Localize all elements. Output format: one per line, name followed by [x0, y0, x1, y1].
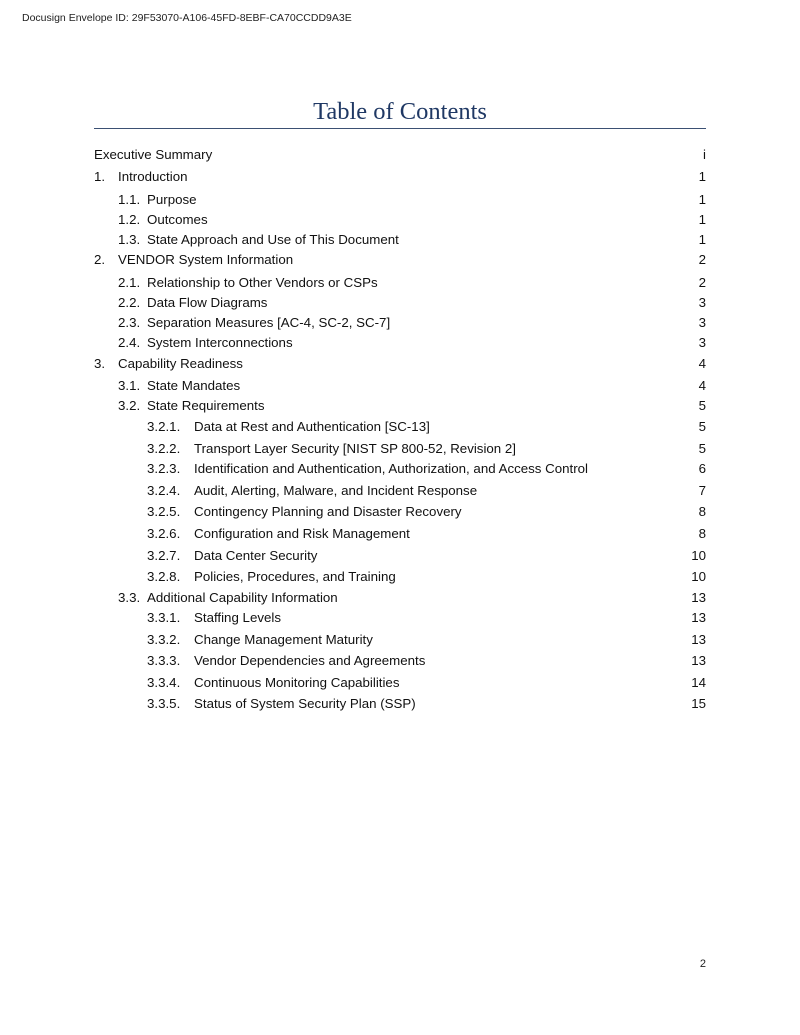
toc-entry-number: 1.	[94, 169, 106, 184]
toc-entry-number: 3.3.1.	[147, 610, 181, 625]
toc-entry-title: State Approach and Use of This Document	[147, 232, 399, 247]
toc-entry-number: 3.2.3.	[147, 461, 181, 476]
toc-entry[interactable]	[0, 460, 800, 478]
toc-entry-page: 7	[698, 483, 706, 498]
toc-entry[interactable]	[0, 525, 800, 543]
toc-entry-title: State Requirements	[147, 398, 265, 413]
toc-entry-number: 3.1.	[118, 378, 141, 393]
toc-entry-title: Status of System Security Plan (SSP)	[194, 696, 416, 711]
toc-entry-number: 1.3.	[118, 232, 141, 247]
toc-entry-title: Executive Summary	[94, 147, 213, 162]
toc-entry[interactable]	[0, 377, 800, 395]
toc-entry[interactable]	[0, 547, 800, 565]
toc-entry[interactable]	[0, 355, 800, 373]
toc-entry[interactable]	[0, 168, 800, 186]
toc-entry[interactable]	[0, 440, 800, 458]
toc-entry-title: Continuous Monitoring Capabilities	[194, 675, 400, 690]
toc-entry-page: 1	[698, 212, 706, 227]
toc-entry[interactable]	[0, 695, 800, 713]
toc-entry-title: Policies, Procedures, and Training	[194, 569, 396, 584]
toc-entry-title: System Interconnections	[147, 335, 293, 350]
toc-entry[interactable]	[0, 334, 800, 352]
toc-entry-page: 2	[698, 275, 706, 290]
toc-entry-page: 13	[691, 653, 706, 668]
toc-entry[interactable]	[0, 589, 800, 607]
toc-entry-page: 1	[698, 192, 706, 207]
toc-entry-title: Staffing Levels	[194, 610, 281, 625]
toc-entry-page: 1	[698, 232, 706, 247]
toc-entry[interactable]	[0, 211, 800, 229]
toc-entry[interactable]	[0, 274, 800, 292]
toc-entry-page: 14	[691, 675, 706, 690]
toc-entry-title: Introduction	[118, 169, 188, 184]
toc-entry-page: 1	[698, 169, 706, 184]
toc-entry-title: State Mandates	[147, 378, 241, 393]
toc-entry-number: 3.	[94, 356, 106, 371]
toc-entry-page: 5	[698, 419, 706, 434]
toc-entry-page: 8	[698, 504, 706, 519]
toc-entry-number: 3.2.8.	[147, 569, 181, 584]
page-title: Table of Contents	[313, 98, 487, 125]
toc-entry[interactable]	[0, 652, 800, 670]
toc-entry-title: Additional Capability Information	[147, 590, 338, 605]
toc-entry-number: 3.2.6.	[147, 526, 181, 541]
toc-entry-number: 3.3.	[118, 590, 141, 605]
toc-entry-title: Data at Rest and Authentication [SC-13]	[194, 419, 430, 434]
toc-entry-page: 10	[691, 569, 706, 584]
toc-entry-title: Outcomes	[147, 212, 208, 227]
toc-entry-page: i	[703, 147, 706, 162]
toc-entry[interactable]	[0, 482, 800, 500]
toc-entry[interactable]	[0, 609, 800, 627]
toc-entry-title: Contingency Planning and Disaster Recovery	[194, 504, 462, 519]
toc-entry[interactable]	[0, 251, 800, 269]
toc-entry-number: 3.3.5.	[147, 696, 181, 711]
toc-entry[interactable]	[0, 397, 800, 415]
toc-entry-page: 3	[698, 315, 706, 330]
toc-entry-page: 15	[691, 696, 706, 711]
toc-entry-title: Data Flow Diagrams	[147, 295, 268, 310]
toc-entry[interactable]	[0, 631, 800, 649]
toc-entry-title: Transport Layer Security [NIST SP 800-52, Revision 2]	[194, 441, 516, 456]
toc-entry[interactable]	[0, 418, 800, 436]
toc-entry[interactable]	[0, 231, 800, 249]
toc-entry-number: 3.3.3.	[147, 653, 181, 668]
toc-entry-number: 2.3.	[118, 315, 141, 330]
toc-entry-number: 3.2.2.	[147, 441, 181, 456]
toc-entry-page: 2	[698, 252, 706, 267]
docusign-envelope-id: Docusign Envelope ID: 29F53070-A106-45FD-8EBF-CA70CCDD9A3E	[22, 12, 352, 24]
toc-entry-number: 3.2.5.	[147, 504, 181, 519]
toc-entry-title: VENDOR System Information	[118, 252, 294, 267]
toc-entry-number: 3.2.4.	[147, 483, 181, 498]
toc-entry-page: 8	[698, 526, 706, 541]
toc-entry-title: Vendor Dependencies and Agreements	[194, 653, 426, 668]
toc-entry-title: Capability Readiness	[118, 356, 243, 371]
toc-entry-number: 3.2.	[118, 398, 141, 413]
toc-entry-title: Identification and Authentication, Authorization, and Access Control	[194, 461, 588, 476]
toc-entry-title: Change Management Maturity	[194, 632, 373, 647]
toc-entry-page: 13	[691, 590, 706, 605]
toc-entry-page: 3	[698, 295, 706, 310]
toc-entry[interactable]	[0, 674, 800, 692]
toc-entry[interactable]	[0, 191, 800, 209]
toc-entry-page: 13	[691, 632, 706, 647]
toc-entry-page: 5	[698, 441, 706, 456]
page-number: 2	[699, 958, 706, 970]
toc-entry-number: 3.2.7.	[147, 548, 181, 563]
toc-entry-page: 10	[691, 548, 706, 563]
toc-entry-title: Data Center Security	[194, 548, 318, 563]
toc-entry-number: 2.	[94, 252, 106, 267]
toc-entry-number: 3.2.1.	[147, 419, 181, 434]
toc-entry-number: 3.3.4.	[147, 675, 181, 690]
toc-entry[interactable]	[0, 503, 800, 521]
toc-entry-title: Relationship to Other Vendors or CSPs	[147, 275, 378, 290]
toc-entry-title: Audit, Alerting, Malware, and Incident Response	[194, 483, 478, 498]
toc-entry-number: 2.4.	[118, 335, 141, 350]
toc-entry-number: 3.3.2.	[147, 632, 181, 647]
toc-entry-page: 13	[691, 610, 706, 625]
toc-entry-title: Configuration and Risk Management	[194, 526, 410, 541]
toc-entry-page: 6	[698, 461, 706, 476]
toc-entry[interactable]	[0, 568, 800, 586]
toc-entry[interactable]	[0, 294, 800, 312]
toc-entry-page: 5	[698, 398, 706, 413]
toc-entry-title: Separation Measures [AC-4, SC-2, SC-7]	[147, 315, 391, 330]
toc-entry-number: 1.2.	[118, 212, 141, 227]
toc-entry-page: 4	[698, 378, 706, 393]
toc-entry-title: Purpose	[147, 192, 197, 207]
toc-entry-number: 2.2.	[118, 295, 141, 310]
toc-entry[interactable]	[0, 314, 800, 332]
toc-entry-number: 2.1.	[118, 275, 141, 290]
toc-entry[interactable]	[0, 146, 800, 164]
toc-entry-page: 3	[698, 335, 706, 350]
toc-entry-page: 4	[698, 356, 706, 371]
toc-entry-number: 1.1.	[118, 192, 141, 207]
